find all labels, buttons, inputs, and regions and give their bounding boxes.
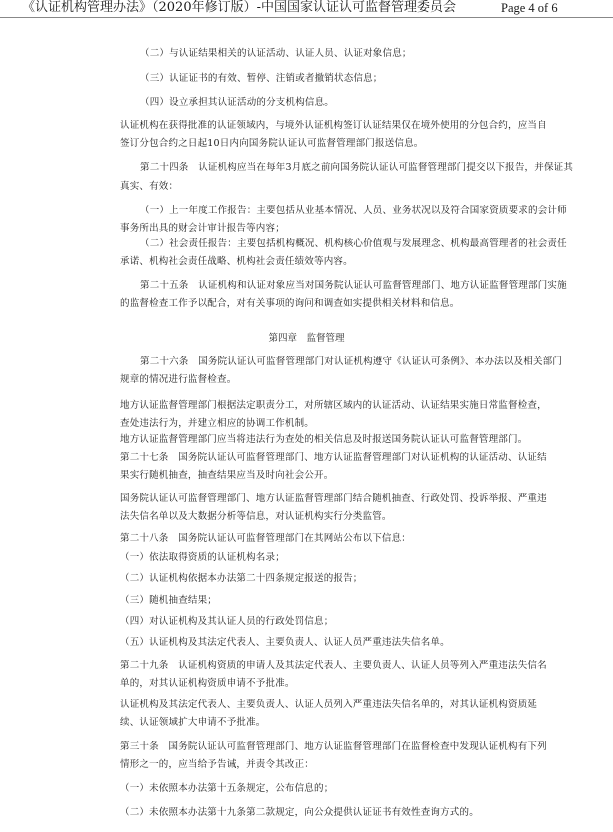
text-line: 续、认证领域扩大申请不予批准。 xyxy=(120,717,266,728)
text-line: 规章的情况进行监督检查。 xyxy=(120,374,237,385)
text-line: 第三十条 国务院认证认可监督管理部门、地方认证监督管理部门在监督检查中发现认证机构有下列 xyxy=(120,741,547,752)
text-line: 查处违法行为，并建立相应的协调工作机制。 xyxy=(120,418,315,429)
text-line: 认证机构及其法定代表人、主要负责人、认证人员列入严重违法失信名单的，对其认证机构资质延 xyxy=(120,699,538,710)
text-line: 法失信名单以及大数据分析等信息，对认证机构实行分类监管。 xyxy=(120,511,392,522)
text-line: 事务所出具的财会计审计报告等内容； xyxy=(120,223,285,234)
text-line: （三）随机抽查结果； xyxy=(120,595,218,606)
text-line: （一）依法取得资质的认证机构名录； xyxy=(120,552,285,563)
text-line: 第二十六条 国务院认证认可监督管理部门对认证机构遵守《认证认可条例》、本办法以及相关部门 xyxy=(140,356,563,367)
text-line: 果实行随机抽查，抽查结果应当及时向社会公开。 xyxy=(120,470,334,481)
text-line: （二）未依照本办法第十九条第二款规定，向公众提供认证证书有效性查询方式的。 xyxy=(120,807,479,818)
text-line: （二）与认证结果相关的认证活动、认证人员、认证对象信息； xyxy=(140,48,412,59)
text-line: 的监督检查工作予以配合，对有关事项的询问和调查如实提供相关材料和信息。 xyxy=(120,298,460,309)
page-header xyxy=(0,0,613,16)
text-line: （二）社会责任报告：主要包括机构概况、机构核心价值观与发展理念、机构最高管理者的社会责任 xyxy=(140,238,567,249)
header-divider xyxy=(0,17,613,18)
document-title: 《认证机构管理办法》（2020年修订版）-中国国家认证认可监督管理委员会 xyxy=(22,0,456,15)
text-line: 第二十九条 认证机构资质的申请人及其法定代表人、主要负责人、认证人员等列入严重违法失信名 xyxy=(120,660,547,671)
text-line: （一）未依照本办法第十五条规定，公布信息的； xyxy=(120,783,334,794)
text-line: 承诺、机构社会责任战略、机构社会责任绩效等内容。 xyxy=(120,256,353,267)
text-line: 情形之一的，应当给予告诫，并责令其改正： xyxy=(120,759,315,770)
text-line: 第二十四条 认证机构应当在每年3月底之前向国务院认证认可监督管理部门提交以下报告，并保证其 xyxy=(140,162,574,173)
text-line: 认证机构在获得批准的认证领域内，与境外认证机构签订认证结果仅在境外使用的分包合约，应当自 xyxy=(120,120,547,131)
text-line: 地方认证监督管理部门应当将违法行为查处的相关信息及时报送国务院认证认可监督管理部门。 xyxy=(120,434,528,445)
text-line: （一）上一年度工作报告：主要包括从业基本情况、人员、业务状况以及符合国家资质要求的会计师 xyxy=(140,205,567,216)
text-line: （五）认证机构及其法定代表人、主要负责人、认证人员严重违法失信名单。 xyxy=(120,637,450,648)
page-number: Page 4 of 6 xyxy=(501,1,558,15)
text-line: （四）对认证机构及其认证人员的行政处罚信息； xyxy=(120,616,334,627)
text-line: 真实、有效： xyxy=(120,181,179,192)
text-line: 第二十八条 国务院认证认可监督管理部门在其网站公布以下信息： xyxy=(120,533,412,544)
text-line: 签订分包合约之日起10日内向国务院认证认可监督管理部门报送信息。 xyxy=(120,138,424,149)
text-line: 第二十七条 国务院认证认可监督管理部门、地方认证监督管理部门对认证机构的认证活动、认证结 xyxy=(120,452,547,463)
text-line: （四）设立承担其认证活动的分支机构信息。 xyxy=(140,97,335,108)
text-line: 国务院认证认可监督管理部门、地方认证监督管理部门结合随机抽查、行政处罚、投诉举报、严重违 xyxy=(120,493,547,504)
text-line: （二）认证机构依据本办法第二十四条规定报送的报告； xyxy=(120,573,363,584)
text-line: 地方认证监督管理部门根据法定职责分工，对所辖区域内的认证活动、认证结果实施日常监督检查， xyxy=(120,400,547,411)
text-line: 第二十五条 认证机构和认证对象应当对国务院认证认可监督管理部门、地方认证监督管理部门实施 xyxy=(140,280,567,291)
text-line: 单的，对其认证机构资质申请不予批准。 xyxy=(120,678,295,689)
chapter-heading: 第四章 监督管理 xyxy=(268,333,345,344)
text-line: （三）认证证书的有效、暂停、注销或者撤销状态信息； xyxy=(140,73,383,84)
